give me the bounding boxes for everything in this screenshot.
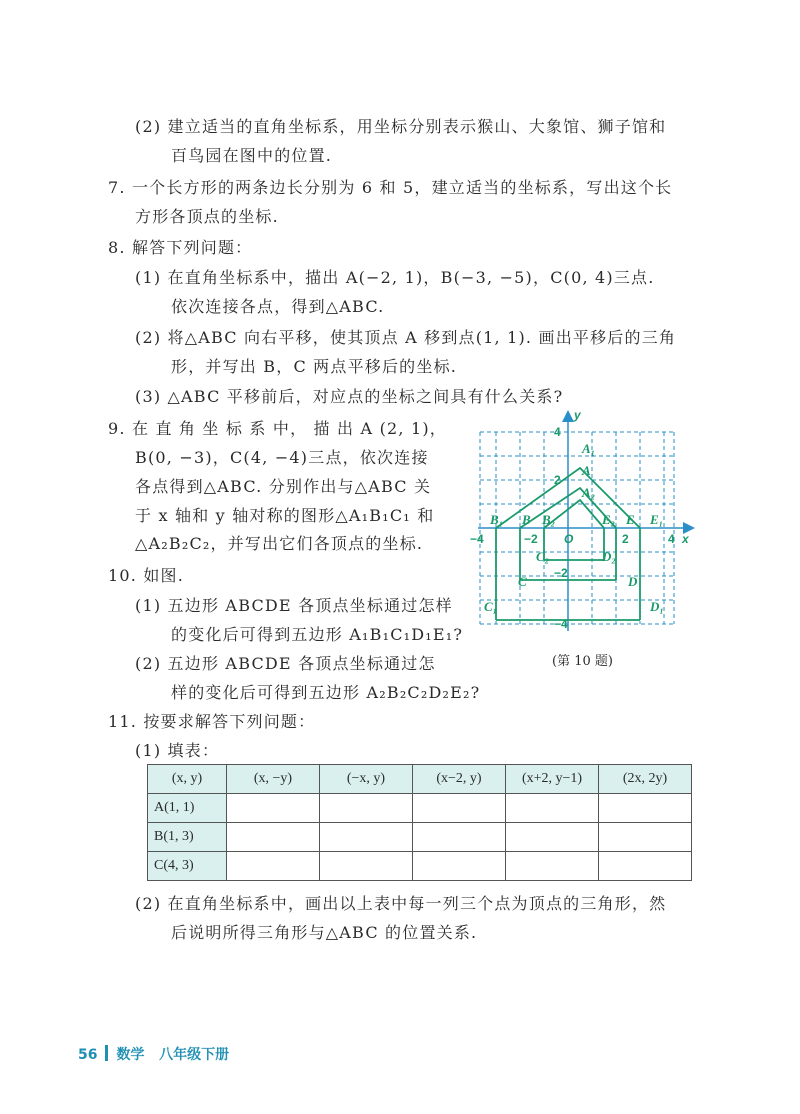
q8-part1-line1: (1) 在直角坐标系中，描出 A(−2, 1)，B(−3, −5)，C(0, 4)三点. xyxy=(135,268,655,287)
q10-part2-line1: (2) 五边形 ABCDE 各顶点坐标通过怎 xyxy=(135,654,436,673)
page-number: 56 xyxy=(78,1047,98,1063)
label-E: E xyxy=(626,512,635,527)
figure-caption: (第 10 题) xyxy=(552,654,613,669)
row-label: C(4, 3) xyxy=(148,852,227,881)
tick-y2: 2 xyxy=(554,473,561,487)
tick-x4: 4 xyxy=(668,532,675,546)
q10-title: 10. 如图. xyxy=(108,566,185,585)
footer-grade: 八年级下册 xyxy=(159,1047,230,1063)
label-D: D xyxy=(628,574,638,589)
label-D2: D₂ xyxy=(602,549,616,564)
label-E1: E₁ xyxy=(650,512,664,527)
label-C: C xyxy=(518,574,527,589)
q8-part3: (3) △ABC 平移前后，对应点的坐标之间具有什么关系? xyxy=(135,387,564,406)
footer-divider xyxy=(105,1045,108,1061)
table-row xyxy=(148,823,692,852)
label-A: A xyxy=(582,463,591,478)
tick-xneg2: −2 xyxy=(524,532,538,546)
footer-subject: 数学 xyxy=(116,1047,145,1063)
empty-cell xyxy=(320,852,413,881)
label-E2: E₂ xyxy=(602,512,616,527)
empty-cell xyxy=(227,794,320,823)
q9-line2: B(0, −3)，C(4, −4)三点，依次连接 xyxy=(135,448,429,467)
q8-title: 8. 解答下列问题： xyxy=(108,238,253,257)
y-axis-label: y xyxy=(574,408,581,422)
x-axis-label: x xyxy=(682,532,689,546)
q9-line1: 9. 在 直 角 坐 标 系 中， 描 出 A (2, 1)， xyxy=(108,419,447,438)
label-C2: C₂ xyxy=(536,549,550,564)
q10-figure xyxy=(470,405,710,675)
q10-part1-line2: 的变化后可得到五边形 A₁B₁C₁D₁E₁? xyxy=(171,625,464,644)
q10-part2-line2: 样的变化后可得到五边形 A₂B₂C₂D₂E₂? xyxy=(171,683,481,702)
table-header-row xyxy=(148,765,692,794)
empty-cell xyxy=(320,794,413,823)
row-label: A(1, 1) xyxy=(148,794,227,823)
q7-line2: 方形各顶点的坐标. xyxy=(135,207,279,226)
empty-cell xyxy=(506,794,599,823)
header-cell: (x, y) xyxy=(148,765,227,794)
label-A1: A₁ xyxy=(582,441,596,456)
q6-part2-line1: (2) 建立适当的直角坐标系，用坐标分别表示猴山、大象馆、狮子馆和 xyxy=(135,117,667,136)
q8-part2-line1: (2) 将△ABC 向右平移，使其顶点 A 移到点(1, 1). 画出平移后的三角 xyxy=(135,328,677,347)
empty-cell xyxy=(227,823,320,852)
empty-cell xyxy=(599,794,692,823)
label-C1: C₁ xyxy=(484,599,498,614)
q11-part2-line1: (2) 在直角坐标系中，画出以上表中每一列三个点为顶点的三角形，然 xyxy=(135,894,667,913)
q9-line5: △A₂B₂C₂，并写出它们各顶点的坐标. xyxy=(135,534,424,553)
tick-yneg2: −2 xyxy=(554,566,568,580)
q11-part2-line2: 后说明所得三角形与△ABC 的位置关系. xyxy=(171,923,478,942)
table-row xyxy=(148,852,692,881)
label-B: B xyxy=(522,512,531,527)
empty-cell xyxy=(599,823,692,852)
q6-part2-line2: 百鸟园在图中的位置. xyxy=(171,146,333,165)
tick-y4: 4 xyxy=(554,425,561,439)
empty-cell xyxy=(413,852,506,881)
label-D1: D₁ xyxy=(650,599,664,614)
q8-part2-line2: 形，并写出 B，C 两点平移后的坐标. xyxy=(171,357,458,376)
q11-part1: (1) 填表： xyxy=(135,741,220,760)
q8-part1-line2: 依次连接各点，得到△ABC. xyxy=(171,297,385,316)
q7-line1: 7. 一个长方形的两条边长分别为 6 和 5，建立适当的坐标系，写出这个长 xyxy=(108,178,673,197)
page-footer xyxy=(78,1044,229,1064)
table-row xyxy=(148,794,692,823)
empty-cell xyxy=(413,823,506,852)
label-B2: B₂ xyxy=(542,512,556,527)
header-cell: (2x, 2y) xyxy=(599,765,692,794)
tick-yneg4: −4 xyxy=(554,617,568,631)
empty-cell xyxy=(599,852,692,881)
empty-cell xyxy=(227,852,320,881)
origin-label: O xyxy=(564,532,574,546)
tick-xneg4: −4 xyxy=(470,532,484,546)
q10-part1-line1: (1) 五边形 ABCDE 各顶点坐标通过怎样 xyxy=(135,596,453,615)
header-cell: (x+2, y−1) xyxy=(506,765,599,794)
q11-table xyxy=(147,764,692,881)
label-A2: A₂ xyxy=(582,485,596,500)
header-cell: (x, −y) xyxy=(227,765,320,794)
empty-cell xyxy=(320,823,413,852)
q9-line4: 于 x 轴和 y 轴对称的图形△A₁B₁C₁ 和 xyxy=(135,506,435,525)
header-cell: (−x, y) xyxy=(320,765,413,794)
q11-title: 11. 按要求解答下列问题： xyxy=(108,712,316,731)
empty-cell xyxy=(506,852,599,881)
header-cell: (x−2, y) xyxy=(413,765,506,794)
tick-x2: 2 xyxy=(622,532,629,546)
empty-cell xyxy=(413,794,506,823)
empty-cell xyxy=(506,823,599,852)
row-label: B(1, 3) xyxy=(148,823,227,852)
q9-line3: 各点得到△ABC. 分别作出与△ABC 关 xyxy=(135,477,432,496)
label-B1: B₁ xyxy=(490,512,504,527)
